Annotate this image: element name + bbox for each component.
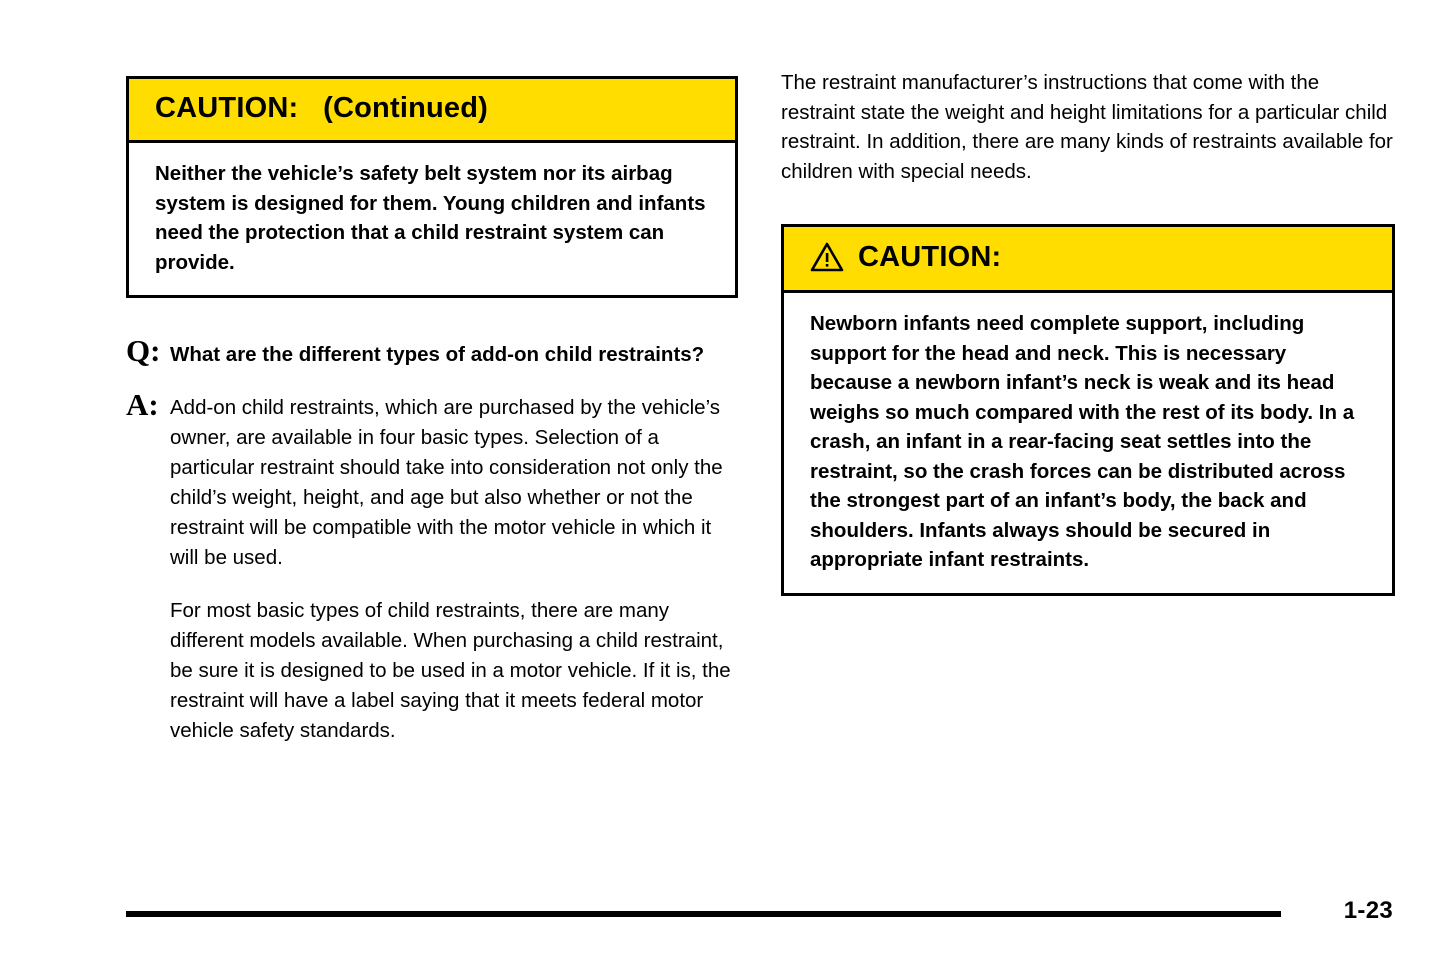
footer-divider <box>126 911 1281 917</box>
question-text: What are the different types of add-on child restraints? <box>170 343 705 366</box>
answer-row <box>126 388 738 746</box>
caution-header <box>784 227 1392 293</box>
right-column <box>781 68 1395 596</box>
question-answer-block <box>126 334 738 746</box>
caution-text: Newborn infants need complete support, including support for the head and neck. This is necessary because a newborn infant’s neck is weak and its head weighs so much compared with the rest of its body. In a crash, an infant in a rear-facing seat settles into the restraint, so the crash forces can be distributed across the strongest part of an infant’s body, the back and shoulders. Infants always should be secured in appropriate infant restraints. <box>810 312 1355 571</box>
question-row <box>126 334 738 370</box>
left-column <box>126 76 738 746</box>
intro-paragraph-block <box>781 68 1395 186</box>
caution-continued-text: Neither the vehicle’s safety belt system nor its airbag system is designed for them. Young children and infants need the protection that a child restraint system can provide. <box>155 162 706 274</box>
answer-paragraph-2: For most basic types of child restraints, there are many different models available. When purchasing a child restraint, be sure it is designed to be used in a motor vehicle. If it is, the restraint will have a label saying that it meets federal motor vehicle safety standards. <box>170 599 731 742</box>
caution-box <box>781 224 1395 596</box>
question-marker: Q: <box>126 333 161 368</box>
caution-continued-title: CAUTION: (Continued) <box>155 92 489 124</box>
caution-continued-header <box>129 79 735 143</box>
caution-continued-body <box>129 143 735 295</box>
answer-text <box>170 388 738 746</box>
intro-paragraph: The restraint manufacturer’s instructions that come with the restraint state the weight and height limitations for a particular child restraint. In addition, there are many kinds of restraints available for children with special needs. <box>781 71 1393 183</box>
answer-marker: A: <box>126 387 159 422</box>
caution-body <box>784 293 1392 593</box>
warning-triangle-icon <box>810 242 844 277</box>
caution-continued-box <box>126 76 738 298</box>
caution-title: CAUTION: <box>858 241 1002 273</box>
page-number: 1-23 <box>1343 897 1393 924</box>
answer-paragraph-1: Add-on child restraints, which are purchased by the vehicle’s owner, are available in four basic types. Selection of a particular restraint should take into consideration not only the child’s weight, height, and age but also whether or not the restraint will be compatible with the motor vehicle in which it will be used. <box>170 396 723 569</box>
